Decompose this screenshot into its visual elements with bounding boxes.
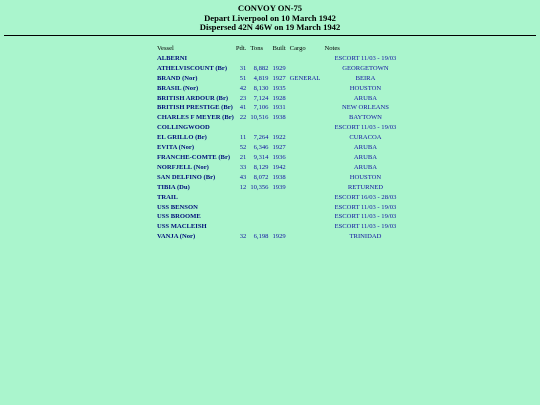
cell-tons: 10,356 [250,183,269,191]
table-row [155,232,408,242]
cell-notes: ESCORT 11/03 - 19/03 [334,54,397,62]
table-row [155,203,408,213]
cell-vessel: BRAND (Nor) [157,74,198,82]
cell-tons: 7,264 [253,134,269,142]
cell-vessel: USS BROOME [157,213,201,221]
cell-built: 1928 [272,94,286,102]
table-row [155,133,408,143]
convoy-table [155,44,408,242]
table-row [155,163,408,173]
cell-tons [248,203,270,213]
cell-notes: GEORGETOWN [342,64,389,72]
column-header-vessel: Vessel [157,45,174,52]
convoy-title: CONVOY ON-75 [237,3,303,13]
cell-vessel: CHARLES F MEYER (Br) [157,114,234,122]
cell-tons: 6,198 [253,233,269,241]
table-row [155,103,408,113]
table-row [155,94,408,104]
cell-vessel: BRASIL (Nor) [157,84,199,92]
cell-pdt: 52 [239,144,247,152]
cell-cargo [288,64,323,74]
cell-pdt: 41 [239,104,247,112]
cell-pdt: 33 [239,163,247,171]
cell-pdt: 43 [239,173,247,181]
cell-pdt: 21 [239,153,247,161]
table-row [155,173,408,183]
cell-built [270,212,287,222]
cell-built: 1929 [272,64,286,72]
cell-notes: RETURNED [347,183,384,191]
depart-line: Depart Liverpool on 10 March 1942 [204,12,336,23]
table-row [155,153,408,163]
table-row [155,123,408,133]
cell-notes: HOUSTON [349,84,382,92]
cell-notes: BAYTOWN [348,114,382,122]
cell-cargo [288,123,323,133]
cell-cargo [288,222,323,232]
cell-tons [248,212,270,222]
cell-cargo [288,84,323,94]
table-row [155,193,408,203]
cell-cargo [288,232,323,242]
cell-pdt [234,54,248,64]
cell-cargo [288,54,323,64]
cell-cargo [288,113,323,123]
cell-built: 1927 [272,144,286,152]
cell-tons: 8,129 [253,163,269,171]
cell-notes: ARUBA [353,163,377,171]
cell-vessel: BRITISH ARDOUR (Br) [157,94,229,102]
cell-pdt: 31 [239,64,247,72]
cell-notes: TRINIDAD [349,233,382,241]
cell-vessel: TRAIL [157,193,178,201]
cell-vessel: EL GRILLO (Br) [157,134,207,142]
cell-tons [248,222,270,232]
column-header-notes: Notes [324,45,340,52]
cell-built [270,203,287,213]
table-header-row [155,44,408,54]
cell-built [270,54,287,64]
cell-cargo: GENERAL [289,74,321,82]
table-row [155,74,408,84]
cell-vessel: USS MACLEISH [157,223,207,231]
cell-pdt [234,203,248,213]
cell-vessel: NORFJELL (Nor) [157,163,209,171]
cell-notes: NEW ORLEANS [341,104,389,112]
cell-tons: 4,819 [253,74,269,82]
cell-vessel: USS BENSON [157,203,198,211]
cell-cargo [288,203,323,213]
cell-pdt: 12 [239,183,247,191]
cell-pdt [234,123,248,133]
cell-notes: ARUBA [353,94,377,102]
cell-cargo [288,163,323,173]
table-row [155,113,408,123]
cell-tons [248,123,270,133]
cell-built: 1927 [272,74,286,82]
cell-vessel: FRANCHE-COMTE (Br) [157,153,231,161]
cell-cargo [288,212,323,222]
cell-cargo [288,193,323,203]
cell-vessel: VANJA (Nor) [157,233,196,241]
table-body [155,54,408,242]
cell-built: 1935 [272,84,286,92]
cell-built: 1942 [272,163,286,171]
cell-built: 1929 [272,233,286,241]
cell-notes: ESCORT 16/03 - 28/03 [334,193,397,201]
table-row [155,222,408,232]
table-row [155,64,408,74]
column-header-cargo: Cargo [289,45,306,52]
cell-built: 1922 [272,134,286,142]
cell-built: 1938 [272,114,286,122]
cell-vessel: BRITISH PRESTIGE (Br) [157,104,233,112]
cell-vessel: ATHELVISCOUNT (Br) [157,64,228,72]
column-header-tons: Tons [250,45,264,52]
cell-pdt: 11 [239,134,247,142]
table-row [155,183,408,193]
cell-cargo [288,94,323,104]
cell-built: 1938 [272,173,286,181]
cell-pdt: 51 [239,74,247,82]
cell-vessel: TIBIA (Du) [157,183,190,191]
cell-tons: 6,346 [253,144,269,152]
cell-pdt: 42 [239,84,247,92]
cell-cargo [288,143,323,153]
cell-pdt: 22 [239,114,247,122]
cell-tons: 9,314 [253,153,269,161]
cell-pdt [234,193,248,203]
table-row [155,84,408,94]
cell-tons: 10,516 [250,114,269,122]
cell-built: 1939 [272,183,286,191]
cell-notes: ARUBA [353,153,377,161]
cell-notes: ESCORT 11/03 - 19/03 [334,124,397,132]
cell-pdt: 23 [239,94,247,102]
table-row [155,143,408,153]
cell-tons: 8,882 [253,64,269,72]
cell-cargo [288,103,323,113]
cell-notes: ESCORT 11/03 - 19/03 [334,223,397,231]
cell-cargo [288,133,323,143]
cell-notes: ESCORT 11/03 - 19/03 [334,213,397,221]
cell-built [270,193,287,203]
cell-pdt: 32 [239,233,247,241]
cell-vessel: EVITA (Nor) [157,144,195,152]
cell-built: 1931 [272,104,286,112]
cell-built: 1936 [272,153,286,161]
cell-tons: 7,106 [253,104,269,112]
cell-pdt [234,222,248,232]
cell-cargo [288,173,323,183]
cell-vessel: SAN DELFINO (Br) [157,173,216,181]
cell-tons: 8,072 [253,173,269,181]
cell-notes: HOUSTON [349,173,382,181]
column-header-built: Built [272,45,286,52]
column-header-pdt: Pdt. [235,45,247,52]
cell-notes: ESCORT 11/03 - 19/03 [334,203,397,211]
table-row [155,54,408,64]
cell-built [270,123,287,133]
cell-tons [248,193,270,203]
cell-notes: BEIRA [355,74,376,82]
cell-notes: ARUBA [353,144,377,152]
cell-built [270,222,287,232]
convoy-header [0,0,540,33]
dispersed-line: Dispersed 42N 46W on 19 March 1942 [199,22,341,33]
cell-tons [248,54,270,64]
cell-tons: 7,124 [253,94,269,102]
cell-cargo [288,153,323,163]
table-row [155,212,408,222]
header-divider [4,35,536,36]
cell-tons: 8,130 [253,84,269,92]
cell-notes: CURACOA [349,134,382,142]
cell-vessel: ALBERNI [157,54,188,62]
cell-vessel: COLLINGWOOD [157,124,210,132]
cell-cargo [288,183,323,193]
cell-pdt [234,212,248,222]
